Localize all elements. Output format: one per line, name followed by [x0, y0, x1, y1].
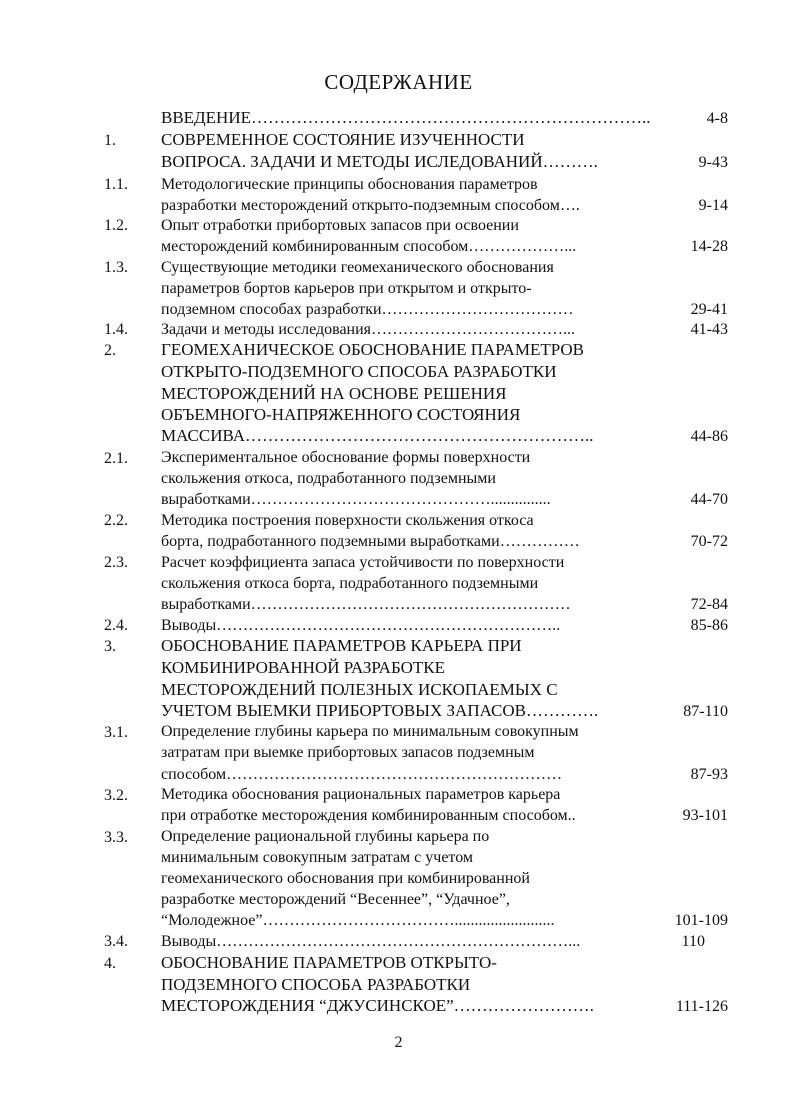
toc-entry-3-number: 1.2. [104, 217, 128, 234]
toc-entry-6-line-4: МАССИВА…………………………………………………….. [161, 426, 594, 445]
toc-entry-13-pages: 93-101 [682, 807, 728, 824]
toc-entry-7-line-2: выработками………………………………………............... [161, 491, 551, 508]
toc-entry-0-line-0: ВВЕДЕНИЕ…………………………………………………………….. [161, 108, 651, 127]
toc-entry-16-number: 4. [104, 955, 116, 972]
toc-entry-8-line-1: борта, подработанного подземными выработками…………… [161, 533, 580, 550]
toc-entry-6-number: 2. [104, 342, 116, 359]
toc-entry-6-pages: 44-86 [690, 428, 728, 445]
toc-entry-13-line-0: Методика обоснования рациональных параметров карьера [161, 786, 561, 803]
toc-entry-12-number: 3.1. [104, 724, 128, 741]
toc-entry-11-line-2: МЕСТОРОЖДЕНИЙ ПОЛЕЗНЫХ ИСКОПАЕМЫХ С [161, 680, 558, 699]
toc-entry-1-pages: 9-43 [698, 154, 728, 171]
toc-entry-14-line-2: геомеханического обоснования при комбинированной [161, 870, 530, 887]
toc-entry-2-pages: 9-14 [698, 197, 728, 214]
toc-entry-15-number: 3.4. [104, 933, 128, 950]
toc-entry-14-line-1: минимальным совокупным затратам с учетом [161, 849, 474, 866]
toc-entry-13-number: 3.2. [104, 787, 128, 804]
toc-entry-6-line-0: ГЕОМЕХАНИЧЕСКОЕ ОБОСНОВАНИЕ ПАРАМЕТРОВ [161, 340, 584, 359]
toc-entry-5-pages: 41-43 [690, 321, 728, 338]
toc-entry-1-number: 1. [104, 132, 116, 149]
toc-entry-4-line-2: подземном способах разработки……………………………… [161, 301, 574, 318]
toc-entry-1-line-1: ВОПРОСА. ЗАДАЧИ И МЕТОДЫ ИСЛЕДОВАНИЙ………. [161, 152, 598, 171]
toc-entry-5-number: 1.4. [104, 321, 128, 338]
toc-entry-5-line-0: Задачи и методы исследования………………………………... [161, 321, 576, 338]
toc-entry-7-line-0: Экспериментальное обоснование формы поверхности [161, 449, 531, 466]
toc-entry-15-line-0: Выводы…………………………………………………………... [161, 933, 581, 950]
page-title: СОДЕРЖАНИЕ [324, 70, 473, 94]
page-number: 2 [394, 1034, 403, 1051]
toc-entry-2-line-0: Методологические принципы обоснования параметров [161, 176, 538, 193]
toc-entry-2-line-1: разработки месторождений открыто-подземным способом…. [161, 197, 580, 214]
toc-entry-14-pages: 101-109 [674, 912, 728, 929]
toc-entry-13-line-1: при отработке месторождения комбинированным способом.. [161, 807, 576, 824]
toc-entry-6-line-3: ОБЪЕМНОГО-НАПРЯЖЕННОГО СОСТОЯНИЯ [161, 405, 521, 424]
toc-entry-8-number: 2.2. [104, 512, 128, 529]
toc-entry-6-line-2: МЕСТОРОЖДЕНИЙ НА ОСНОВЕ РЕШЕНИЯ [161, 384, 507, 403]
toc-entry-11-number: 3. [104, 638, 116, 655]
toc-entry-9-pages: 72-84 [690, 596, 728, 613]
toc-entry-9-line-2: выработками…………………………………………………… [161, 596, 571, 613]
toc-entry-10-pages: 85-86 [690, 617, 728, 634]
toc-entry-14-line-0: Определение рациональной глубины карьера по [161, 828, 490, 845]
toc-entry-11-line-0: ОБОСНОВАНИЕ ПАРАМЕТРОВ КАРЬЕРА ПРИ [161, 636, 522, 655]
toc-entry-7-line-1: скольжения откоса, подработанного подземными [161, 470, 496, 487]
toc-entry-3-line-0: Опыт отработки прибортовых запасов при освоении [161, 217, 519, 234]
toc-entry-11-line-3: УЧЕТОМ ВЫЕМКИ ПРИБОРТОВЫХ ЗАПАСОВ…………. [161, 701, 599, 720]
toc-entry-7-number: 2.1. [104, 450, 128, 467]
toc-entry-3-line-1: месторождений комбинированным способом………………... [161, 238, 577, 255]
toc-entry-10-line-0: Выводы……………………………………………………….. [161, 617, 561, 634]
toc-entry-15-pages: 110 [681, 933, 705, 950]
toc-entry-1-line-0: СОВРЕМЕННОЕ СОСТОЯНИЕ ИЗУЧЕННОСТИ [161, 130, 525, 149]
toc-entry-12-pages: 87-93 [690, 766, 728, 783]
toc-entry-10-number: 2.4. [104, 617, 128, 634]
toc-entry-4-number: 1.3. [104, 259, 128, 276]
toc-entry-9-number: 2.3. [104, 554, 128, 571]
toc-entry-14-number: 3.3. [104, 829, 128, 846]
toc-entry-8-pages: 70-72 [690, 533, 728, 550]
toc-entry-8-line-0: Методика построения поверхности скольжения откоса [161, 512, 534, 529]
toc-entry-9-line-1: скольжения откоса борта, подработанного подземными [161, 575, 539, 592]
toc-entry-16-pages: 111-126 [675, 998, 728, 1015]
toc-entry-12-line-2: способом……………………………………………………… [161, 766, 563, 783]
toc-entry-6-line-1: ОТКРЫТО-ПОДЗЕМНОГО СПОСОБА РАЗРАБОТКИ [161, 362, 557, 381]
toc-entry-14-line-4: “Молодежное”………………………………......................... [161, 912, 555, 929]
toc-entry-11-line-1: КОМБИНИРОВАННОЙ РАЗРАБОТКЕ [161, 658, 445, 677]
toc-entry-3-pages: 14-28 [690, 238, 728, 255]
toc-entry-11-pages: 87-110 [683, 703, 728, 720]
toc-entry-4-line-0: Существующие методики геомеханического обоснования [161, 259, 554, 276]
toc-entry-12-line-1: затратам при выемке прибортовых запасов подземным [161, 744, 535, 761]
toc-entry-4-pages: 29-41 [690, 301, 728, 318]
toc-entry-9-line-0: Расчет коэффициента запаса устойчивости по поверхности [161, 554, 565, 571]
toc-entry-12-line-0: Определение глубины карьера по минимальным совокупным [161, 723, 579, 740]
toc-entry-0-pages: 4-8 [706, 110, 728, 127]
toc-entry-16-line-2: МЕСТОРОЖДЕНИЯ “ДЖУСИНСКОЕ”……………………. [161, 996, 594, 1015]
toc-entry-16-line-1: ПОДЗЕМНОГО СПОСОБА РАЗРАБОТКИ [161, 975, 471, 994]
toc-entry-16-line-0: ОБОСНОВАНИЕ ПАРАМЕТРОВ ОТКРЫТО- [161, 953, 497, 972]
toc-entry-14-line-3: разработке месторождений “Весеннее”, “Удачное”, [161, 891, 510, 908]
toc-entry-7-pages: 44-70 [690, 491, 728, 508]
toc-entry-4-line-1: параметров бортов карьеров при открытом и открыто- [161, 280, 532, 297]
toc-entry-2-number: 1.1. [104, 176, 128, 193]
